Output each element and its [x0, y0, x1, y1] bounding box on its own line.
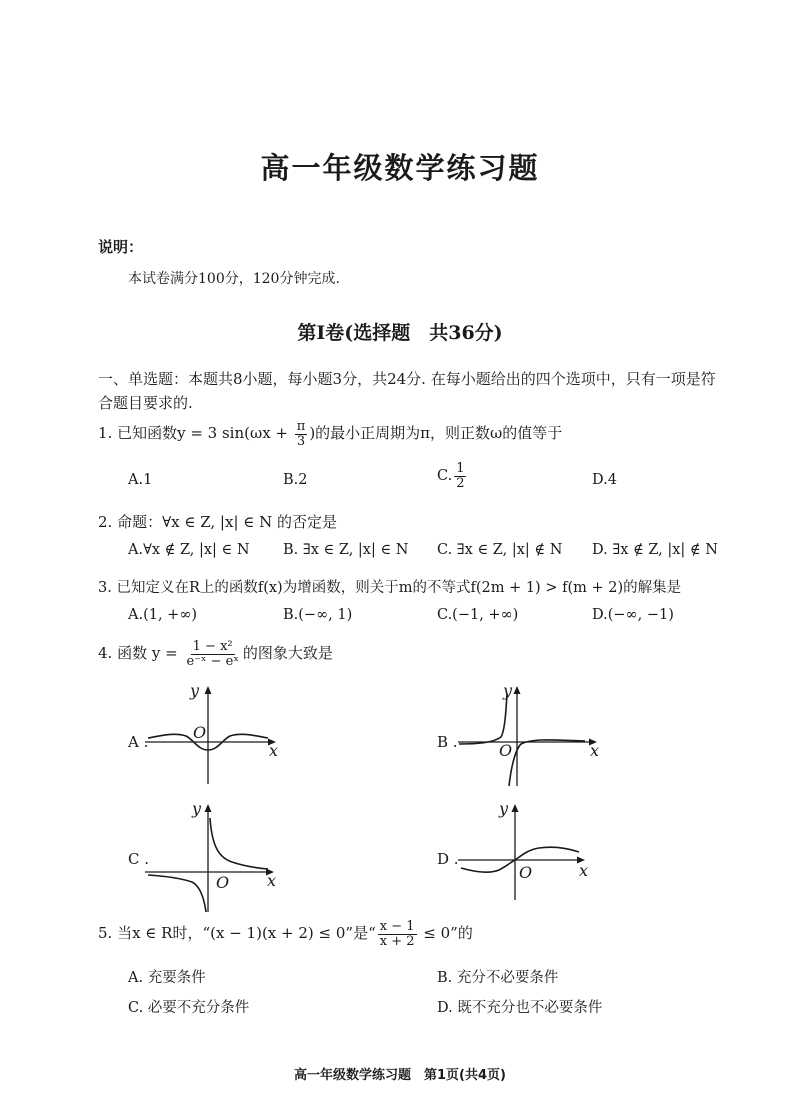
graph-b-x-label: x	[590, 741, 600, 760]
note-body: 本试卷满分100分，120分钟完成.	[128, 271, 340, 287]
q1-option-d[interactable]: D.4	[592, 472, 617, 488]
graph-b-origin: O	[499, 741, 513, 760]
q4-frac-num: 1 − x²	[192, 639, 233, 654]
graph-c-origin: O	[216, 873, 230, 892]
q1-option-b[interactable]: B.2	[283, 472, 308, 488]
graph-b[interactable]	[455, 680, 605, 790]
q1-text-pre: 1. 已知函数y = 3 sin(ωx +	[98, 424, 293, 443]
q5-frac-den: x + 2	[379, 933, 415, 949]
q1-option-c-fraction	[454, 462, 466, 490]
q4-frac-den: e⁻ˣ − eˣ	[186, 653, 239, 669]
graph-a-label[interactable]: A .	[128, 733, 149, 751]
graph-d-y-label: y	[499, 799, 509, 818]
graph-c-curve-left	[148, 875, 206, 912]
q5-frac-num: x − 1	[379, 919, 415, 934]
q1-option-c-num: 1	[456, 461, 465, 476]
q3-option-a[interactable]: A.(1, +∞)	[128, 607, 198, 623]
question-2-stem: 2. 命题：∀x ∈ Z, |x| ∈ N 的否定是	[98, 513, 338, 531]
question-5-stem	[98, 920, 473, 948]
q3-option-b[interactable]: B.(−∞, 1)	[283, 607, 353, 623]
graph-c-curve-right	[210, 818, 268, 869]
graph-c[interactable]	[140, 798, 290, 916]
graph-d-x-label: x	[579, 861, 589, 880]
q5-option-a[interactable]: A. 充要条件	[128, 970, 206, 986]
graph-a-y-arrow	[205, 686, 212, 694]
graph-b-curve-right	[509, 740, 585, 786]
page-footer: 高一年级数学练习题 第1页(共4页)	[294, 1068, 506, 1083]
q5-text-pre: 5. 当x ∈ R时，“(x − 1)(x + 2) ≤ 0”是“	[98, 924, 376, 943]
q5-option-b[interactable]: B. 充分不必要条件	[437, 970, 559, 986]
graph-d-label[interactable]: D .	[437, 850, 459, 868]
graph-b-y-arrow	[514, 686, 521, 694]
q4-text-pre: 4. 函数 y =	[98, 644, 183, 663]
section-heading: 第Ⅰ卷(选择题 共36分)	[297, 322, 503, 344]
q5-text-post: ≤ 0”的	[418, 924, 473, 943]
q5-fraction	[378, 920, 417, 948]
graph-d-origin: O	[519, 863, 533, 882]
graph-d-y-arrow	[512, 804, 519, 812]
graph-c-label[interactable]: C .	[128, 850, 150, 868]
instructions-line-2: 合题目要求的.	[98, 394, 193, 412]
q1-option-c[interactable]	[437, 462, 468, 490]
q1-frac-num: π	[296, 419, 306, 434]
note-heading: 说明：	[98, 238, 144, 256]
graph-a-y-label: y	[190, 681, 200, 700]
graph-c-x-label: x	[267, 871, 277, 890]
graph-d[interactable]	[455, 798, 605, 908]
q5-option-c[interactable]: C. 必要不充分条件	[128, 1000, 250, 1016]
graph-b-y-label: y	[503, 681, 513, 700]
q1-option-a[interactable]: A.1	[128, 472, 153, 488]
q1-option-c-den: 2	[456, 475, 465, 491]
question-3-stem: 3. 已知定义在R上的函数f(x)为增函数，则关于m的不等式f(2m + 1) > f(m + 2)的解集是	[98, 580, 682, 596]
question-4-stem	[98, 640, 333, 668]
q5-option-d[interactable]: D. 既不充分也不必要条件	[437, 1000, 603, 1016]
q4-fraction	[184, 640, 240, 668]
graph-a-origin: O	[193, 723, 207, 742]
graph-a-x-label: x	[269, 741, 279, 760]
q3-option-d[interactable]: D.(−∞, −1)	[592, 607, 674, 623]
graph-b-curve-left	[459, 694, 507, 744]
graph-c-y-label: y	[192, 799, 202, 818]
instructions-line-1: 一、单选题：本题共8小题，每小题3分，共24分. 在每小题给出的四个选项中，只有一项是符	[98, 370, 716, 388]
q1-fraction	[295, 420, 308, 448]
q1-text-post: )的最小正周期为π，则正数ω的值等于	[309, 424, 563, 443]
graph-a[interactable]	[140, 680, 290, 790]
graph-c-y-arrow	[205, 804, 212, 812]
q2-option-d[interactable]: D. ∃x ∉ Z, |x| ∉ N	[592, 542, 718, 558]
q2-option-c[interactable]: C. ∃x ∈ Z, |x| ∉ N	[437, 542, 563, 558]
graph-b-label[interactable]: B .	[437, 733, 458, 751]
q3-option-c[interactable]: C.(−1, +∞)	[437, 607, 519, 623]
q4-text-post: 的图象大致是	[242, 644, 333, 663]
q1-frac-den: 3	[296, 433, 306, 449]
q2-option-b[interactable]: B. ∃x ∈ Z, |x| ∈ N	[283, 542, 409, 558]
page-title: 高一年级数学练习题	[260, 151, 540, 185]
q1-option-c-prefix: C.	[437, 468, 453, 485]
q2-option-a[interactable]: A.∀x ∉ Z, |x| ∈ N	[128, 542, 250, 558]
question-1-stem	[98, 420, 562, 448]
